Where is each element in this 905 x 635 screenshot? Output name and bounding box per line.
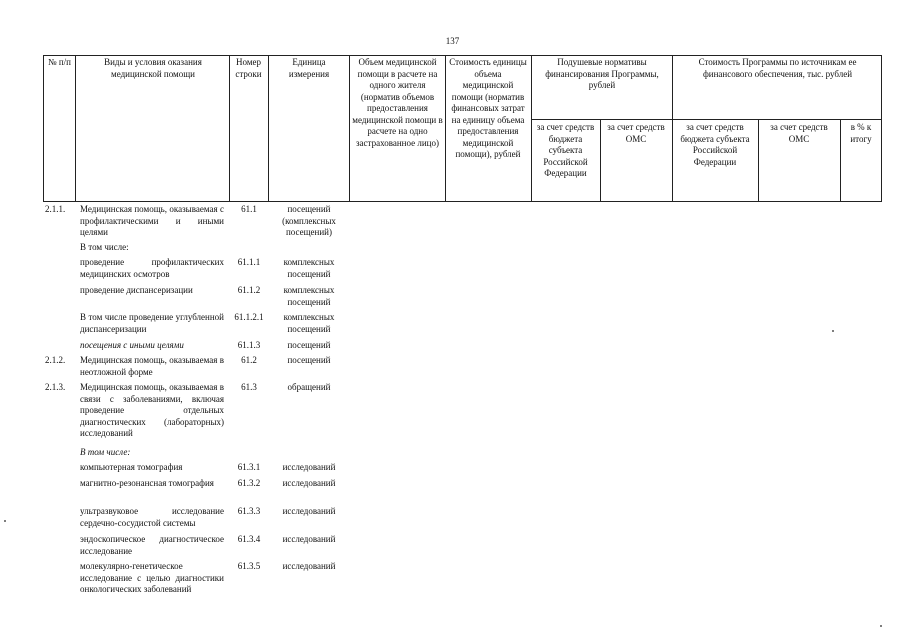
row-desc: Медицинская помощь, оказываемая с профилактическими и иными целями [80, 204, 224, 237]
divider [75, 55, 76, 202]
header-types: Виды и условия оказания медицинской помощи [104, 57, 202, 79]
row-unit: посещений [287, 355, 331, 365]
row-num: 2.1.1. [45, 204, 66, 214]
row-number: 61.1.2 [237, 285, 261, 295]
row-unit: посещений [287, 340, 331, 350]
row-number: 61.1.3 [237, 340, 261, 350]
row-unit: исследований [282, 534, 336, 544]
header-percapita: Подушевые нормативы финансирования Программы, рублей [545, 57, 659, 90]
header-row: Номер строки [235, 57, 262, 79]
row-number: 61.3.3 [237, 506, 261, 516]
header-program-pct: в % к итогу [850, 122, 872, 144]
divider [531, 55, 532, 202]
row-desc: В том числе: [80, 242, 129, 252]
row-desc: магнитно-резонансная томография [80, 478, 214, 488]
row-unit: исследований [282, 478, 336, 488]
header-program-budget: за счет средств бюджета субъекта Российской Федерации [680, 122, 750, 167]
divider [600, 119, 601, 202]
divider [840, 119, 841, 202]
header-percapita-budget: за счет средств бюджета субъекта Российской Федерации [536, 122, 595, 178]
row-unit: комплексных посещений [283, 285, 335, 307]
row-number: 61.1 [241, 204, 257, 214]
row-desc: В том числе проведение углубленной диспансеризации [80, 312, 224, 334]
row-desc: посещения с иными целями [80, 340, 184, 350]
row-unit: исследований [282, 506, 336, 516]
row-unit: посещений (комплексных посещений) [282, 204, 336, 237]
header-percapita-oms: за счет средств ОМС [607, 122, 665, 144]
row-desc: В том числе: [80, 447, 131, 457]
divider [268, 55, 269, 202]
row-unit: комплексных посещений [283, 257, 335, 279]
row-number: 61.3 [241, 382, 257, 392]
divider [758, 119, 759, 202]
row-number: 61.1.2.1 [234, 312, 264, 322]
row-desc: компьютерная томография [80, 462, 183, 472]
scan-speck [880, 625, 882, 627]
row-desc: проведение диспансеризации [80, 285, 193, 295]
row-number: 61.3.2 [237, 478, 261, 488]
row-unit: комплексных посещений [283, 312, 335, 334]
row-desc: Медицинская помощь, оказываемая в связи с заболеваниями, включая проведение отдельных диагностических (лабораторных) исследований [80, 382, 224, 438]
row-desc: проведение профилактических медицинских осмотров [80, 257, 224, 279]
row-number: 61.3.1 [237, 462, 261, 472]
row-number: 61.2 [241, 355, 257, 365]
page-number: 137 [445, 36, 460, 46]
divider [672, 55, 673, 202]
header-program-oms: за счет средств ОМС [770, 122, 828, 144]
header-num: № п/п [48, 57, 71, 67]
row-desc: молекулярно-генетическое исследование с целью диагностики онкологических заболеваний [80, 561, 224, 594]
row-desc: эндоскопическое диагностическое исследование [80, 534, 224, 556]
row-number: 61.1.1 [237, 257, 261, 267]
divider [445, 55, 446, 202]
header-program: Стоимость Программы по источникам ее финансового обеспечения, тыс. рублей [698, 57, 857, 79]
row-unit: обращений [287, 382, 331, 392]
row-unit: исследований [282, 561, 336, 571]
header-cost: Стоимость единицы объема медицинской помощи (норматив финансовых затрат на единицу объема предоставления медицинской помощи), рублей [449, 57, 527, 159]
scan-speck [832, 330, 834, 332]
divider [531, 119, 882, 120]
row-num: 2.1.2. [45, 355, 66, 365]
divider [349, 55, 350, 202]
row-num: 2.1.3. [45, 382, 66, 392]
row-desc: Медицинская помощь, оказываемая в неотложной форме [80, 355, 224, 377]
row-desc: ультразвуковое исследование сердечно-сосудистой системы [80, 506, 224, 528]
row-unit: исследований [282, 462, 336, 472]
row-number: 61.3.4 [237, 534, 261, 544]
header-volume: Объем медицинской помощи в расчете на одного жителя (норматив объемов предоставления медицинской помощи в расчете на одно застрахованное лицо) [352, 57, 443, 148]
header-unit: Единица измерения [288, 57, 330, 79]
row-number: 61.3.5 [237, 561, 261, 571]
scan-speck [4, 520, 6, 522]
